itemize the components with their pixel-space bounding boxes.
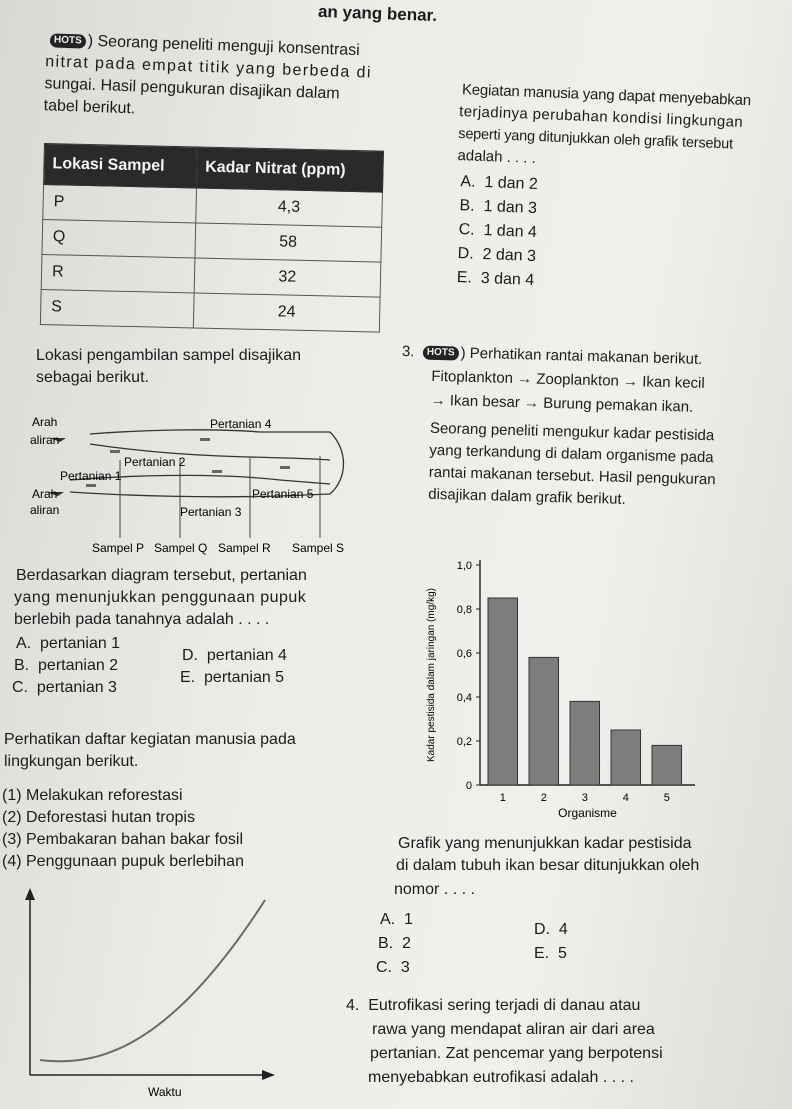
q3-option-d	[534, 920, 568, 940]
q3-line-6: rantai makanan tersebut. Hasil pengukuran	[428, 463, 716, 489]
q4-line-4: menyebabkan eutrofikasi adalah . . . .	[368, 1069, 634, 1086]
option-key: E.	[180, 669, 196, 686]
kegiatan-item-2: (2) Deforestasi hutan tropis	[2, 809, 195, 826]
y-tick-label: 0	[465, 780, 472, 792]
table-header-lokasi: Lokasi Sampel	[44, 144, 198, 188]
x-tick-label: 2	[540, 792, 547, 804]
q-pupuk-line-2: yang menunjukkan penggunaan pupuk	[14, 589, 307, 606]
kegiatan-item-3: (3) Pembakaran bahan bakar fosil	[2, 831, 244, 848]
option-key: A.	[16, 635, 32, 652]
nitrat-table	[40, 143, 384, 333]
option-text: 5	[558, 945, 567, 962]
kegiatan-item-1: (1) Melakukan reforestasi	[2, 787, 183, 804]
kegiatan-item-4: (4) Penggunaan pupuk berlebihan	[2, 853, 244, 870]
sample-label-r: Sampel R	[218, 541, 271, 555]
option-a	[16, 634, 120, 654]
x-tick-label: 4	[622, 792, 629, 804]
sample-label-s: Sampel S	[292, 541, 345, 555]
q3-line-3: → Ikan besar → Burung pemakan ikan.	[430, 391, 694, 416]
q-nitrat-after-2: sebagai berikut.	[36, 369, 149, 386]
hots-badge: HOTS	[423, 346, 459, 361]
q4-number: 4.	[346, 997, 360, 1014]
farm-label-1: Pertanian 1	[60, 469, 122, 483]
table-cell-kadar: 24	[193, 293, 380, 332]
option-text: pertanian 3	[36, 679, 117, 696]
q3-option-a	[380, 910, 413, 930]
bar-ylabel: Kadar pestisida dalam jaringan (mg/kg)	[426, 588, 437, 762]
co2-xlabel: Waktu	[148, 1085, 182, 1099]
q-nitrat-line-1: ) Seorang peneliti menguji konsentrasi	[87, 32, 361, 60]
option-key: C.	[12, 679, 28, 696]
kegiatan-right-line-1: Kegiatan manusia yang dapat menyebabkan	[461, 81, 752, 110]
option-text: pertanian 4	[206, 647, 287, 664]
bar-organisme-1	[488, 598, 518, 785]
farm-label-3: Pertanian 3	[180, 505, 242, 519]
option-key: B.	[459, 197, 476, 215]
option-e	[180, 668, 284, 688]
kegiatan-option-b	[459, 196, 537, 219]
q3-line-7: disajikan dalam grafik berikut.	[428, 485, 626, 508]
q3-after-1: Grafik yang menunjukkan kadar pestisida	[398, 835, 692, 852]
option-key: B.	[14, 657, 30, 674]
q-nitrat-after-1: Lokasi pengambilan sampel disajikan	[36, 347, 302, 364]
y-tick-label: 1,0	[456, 560, 472, 572]
q-kegiatan-line-1: Perhatikan daftar kegiatan manusia pada	[4, 731, 296, 748]
q3-option-e	[534, 944, 567, 964]
x-tick-label: 5	[663, 792, 670, 804]
y-tick-label: 0,4	[456, 692, 472, 704]
river-map-diagram	[30, 410, 370, 560]
map-aliran-bottom: aliran	[30, 503, 60, 517]
kegiatan-option-e	[456, 268, 534, 291]
x-tick-label: 1	[499, 792, 506, 804]
table-cell-lokasi: Q	[42, 219, 195, 257]
farm-label-5: Pertanian 5	[252, 487, 314, 501]
option-text: 2 dan 3	[482, 245, 537, 266]
sample-label-p: Sampel P	[92, 541, 145, 555]
option-key: D.	[534, 921, 550, 938]
x-axis-arrow-icon	[262, 1070, 275, 1080]
kegiatan-option-d	[457, 244, 536, 267]
table-cell-kadar: 58	[195, 223, 382, 262]
q3-line-4: Seorang peneliti mengukur kadar pestisida	[429, 419, 715, 445]
kegiatan-right-line-4: adalah . . . .	[457, 146, 537, 167]
option-text: 3 dan 4	[480, 269, 535, 289]
q-kegiatan-line-2: lingkungan berikut.	[4, 753, 139, 770]
bar-organisme-2	[529, 657, 559, 785]
q3-option-c	[376, 958, 410, 978]
option-text: pertanian 5	[204, 669, 285, 686]
option-text: 1 dan 3	[483, 197, 538, 218]
table-header-kadar: Kadar Nitrat (ppm)	[196, 147, 383, 192]
option-key: D.	[457, 245, 475, 263]
map-aliran-top: aliran	[30, 433, 60, 447]
y-tick-label: 0,6	[456, 648, 472, 660]
q4-line-1: Eutrofikasi sering terjadi di danau atau	[368, 997, 641, 1014]
option-key: D.	[182, 647, 198, 664]
q-nitrat-line-2: nitrat pada empat titik yang berbeda di	[44, 53, 373, 82]
map-arah-top: Arah	[32, 415, 58, 429]
q3-line-1: ) Perhatikan rantai makanan berikut.	[460, 344, 703, 368]
option-text: 1 dan 2	[484, 174, 539, 194]
q-pupuk-line-3: berlebih pada tanahnya adalah . . . .	[14, 611, 270, 628]
table-cell-kadar: 4,3	[195, 188, 382, 227]
q-nitrat-line-4: tabel berikut.	[43, 97, 136, 118]
option-text: 4	[558, 921, 568, 938]
option-key: A.	[380, 911, 396, 928]
option-text: pertanian 1	[40, 635, 121, 652]
co2-line-chart	[0, 880, 290, 1105]
bar-organisme-5	[652, 745, 682, 785]
pesticide-bar-chart	[420, 540, 710, 840]
q3-number: 3.	[401, 343, 415, 361]
option-b	[14, 656, 118, 676]
option-text: 2	[402, 935, 411, 952]
q-nitrat-line-3: sungai. Hasil pengukuran disajikan dalam	[44, 75, 340, 103]
option-key: E.	[456, 269, 473, 287]
bar-organisme-4	[611, 730, 641, 785]
table-cell-kadar: 32	[194, 258, 381, 297]
q4-line-2: rawa yang mendapat aliran air dari area	[372, 1021, 655, 1038]
q-pupuk-line-1: Berdasarkan diagram tersebut, pertanian	[16, 567, 307, 584]
x-tick-label: 3	[581, 792, 588, 804]
option-text: 1	[404, 911, 413, 928]
table-cell-lokasi: R	[41, 254, 194, 292]
q3-option-b	[378, 934, 411, 954]
q3-after-2: di dalam tubuh ikan besar ditunjukkan oleh	[396, 857, 700, 874]
option-key: C.	[458, 221, 475, 239]
option-text: 3	[400, 959, 410, 976]
bar-organisme-3	[570, 701, 600, 785]
q3-after-3: nomor . . . .	[394, 881, 475, 898]
q3-line-5: yang terkandung di dalam organisme pada	[429, 441, 714, 467]
y-tick-label: 0,8	[456, 604, 472, 616]
kegiatan-option-a	[460, 172, 538, 195]
kegiatan-option-c	[458, 220, 537, 243]
header-fragment: an yang benar.	[317, 1, 438, 26]
farm-label-2: Pertanian 2	[124, 455, 186, 469]
co2-series-line	[40, 900, 265, 1061]
kegiatan-right-line-3: seperti yang ditunjukkan oleh grafik tersebut	[458, 125, 734, 153]
kegiatan-right-line-2: terjadinya perubahan kondisi lingkungan	[458, 102, 744, 131]
table-cell-lokasi: P	[43, 185, 196, 223]
sample-label-q: Sampel Q	[154, 541, 208, 555]
option-text: pertanian 2	[38, 657, 119, 674]
table-cell-lokasi: S	[40, 289, 193, 327]
y-tick-label: 0,2	[456, 736, 472, 748]
map-arah-bottom: Arah	[32, 487, 58, 501]
option-text: 1 dan 4	[483, 222, 538, 242]
option-key: C.	[376, 959, 392, 976]
q4-line-3: pertanian. Zat pencemar yang berpotensi	[370, 1045, 663, 1062]
farm-label-4: Pertanian 4	[210, 417, 272, 431]
y-axis-arrow-icon	[25, 888, 35, 900]
option-key: B.	[378, 935, 394, 952]
bar-xlabel: Organisme	[558, 806, 617, 820]
option-c	[12, 678, 117, 698]
option-key: A.	[460, 173, 476, 191]
q3-line-2: Fitoplankton → Zooplankton → Ikan kecil	[431, 367, 705, 392]
q4-number-line	[346, 996, 640, 1016]
option-d	[182, 646, 287, 666]
hots-badge: HOTS	[50, 33, 86, 48]
option-key: E.	[534, 945, 550, 962]
table-row	[40, 289, 380, 332]
